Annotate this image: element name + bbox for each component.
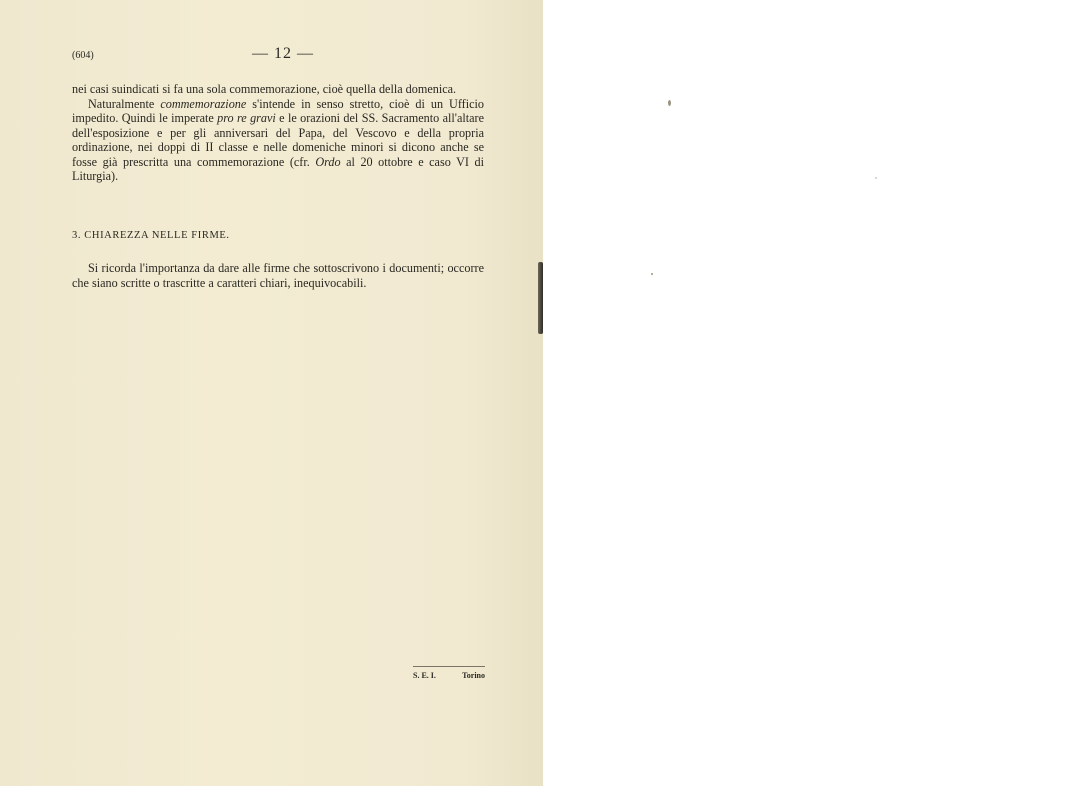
page-code: (604) (72, 50, 94, 61)
section-3-body (72, 261, 484, 290)
paragraph-2 (72, 97, 484, 184)
imprint-publisher: S. E. I. (413, 671, 436, 680)
paper-speck (668, 100, 671, 106)
page-header (72, 47, 484, 67)
paragraph-2-part-3: e le orazioni del SS. Sacramento all'altare dell'esposizione e per gli anniversari del Papa, del Vescovo e della propria ordinazione, nei doppi di II classe e nelle domeniche minori si dicono anche se fosse già prescritta una commemorazione (cfr. (72, 111, 485, 169)
printer-imprint (413, 666, 485, 680)
section-3-heading: 3. CHIAREZZA NELLE FIRME. (72, 230, 230, 241)
right-page-blank (543, 0, 1080, 786)
paragraph-2-part-1: Naturalmente (88, 96, 161, 111)
body-text (72, 82, 484, 184)
paragraph-1: nei casi suindicati si fa una sola commemorazione, cioè quella della domenica. (72, 82, 457, 96)
paper-speck (651, 273, 653, 275)
paragraph-2-part-4: al 20 ottobre e caso VI di Liturgia). (72, 154, 484, 183)
section-3-paragraph: Si ricorda l'importanza da dare alle firme che sottoscrivono i documenti; occorre che siano scritte o trascritte a caratteri chiari, inequivocabili. (72, 261, 484, 290)
imprint-city: Torino (462, 671, 485, 680)
page-number: — 12 — (252, 45, 314, 62)
paper-speck (875, 177, 877, 179)
paragraph-2-italic-1: commemorazione (160, 96, 247, 111)
paragraph-2-part-2: s'intende in senso stretto, cioè di un Ufficio impedito. Quindi le imperate (72, 96, 484, 125)
paragraph-2-italic-3: Ordo (315, 154, 341, 169)
paragraph-2-italic-2: pro re gravi (217, 111, 276, 125)
